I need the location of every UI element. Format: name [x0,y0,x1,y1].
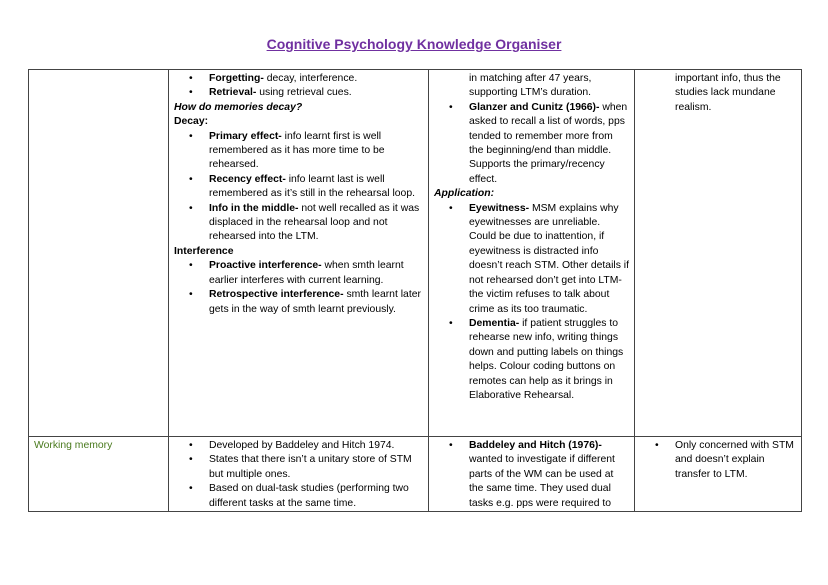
page-title: Cognitive Psychology Knowledge Organiser [266,36,562,52]
list-item: • Based on dual-task studies (performing two different tasks at the same time. [209,482,423,511]
decay-heading: Decay: [174,116,209,128]
continued-text: in matching after 47 years, supporting LTM’s duration. [469,73,592,99]
knowledge-organiser-table [28,69,802,512]
topic-label: Working memory [34,440,113,451]
list-item: • Dementia- if patient struggles to rehearse new info, writing things down and putting labels on things helps. Colour coding buttons on remotes can help as it brings in Elaborative Rehearsal. [469,317,629,403]
list-item: • Forgetting- decay, interference. [209,72,423,86]
evaluation-cell [429,437,635,512]
topic-cell [29,70,169,437]
list-item: • Proactive interference- when smth learnt earlier interferes with current learning. [209,259,423,288]
bullet-list [174,130,423,245]
list-item: • Only concerned with STM and doesn’t explain transfer to LTM. [675,439,796,482]
bullet-list [434,202,629,404]
list-item: • Retrospective interference- smth learnt later gets in the way of smth learnt previously. [209,288,423,317]
list-item: • Primary effect- info learnt first is well remembered as it has more time to be rehearsed. [209,130,423,173]
bullet-list [174,72,423,101]
list-item: • Glanzer and Cunitz (1966)- when asked to recall a list of words, pps tended to remember more from the beginning/end than middle. Supports the primary/recency effect. [469,101,629,187]
bullet-list [640,439,796,482]
question-heading: How do memories decay? [174,101,303,113]
list-item: • States that there isn’t a unitary store of STM but multiple ones. [209,453,423,482]
list-item: • Info in the middle- not well recalled as it was displaced in the rehearsal loop and not rehearsed into the LTM. [209,202,423,245]
table-row [29,70,802,437]
description-cell [169,437,429,512]
criticism-cell [635,70,802,437]
criticism-cell [635,437,802,512]
list-item: • Recency effect- info learnt last is well remembered as it’s still in the rehearsal loop. [209,173,423,202]
list-item: • Developed by Baddeley and Hitch 1974. [209,439,423,453]
table-row [29,437,802,512]
evaluation-cell [429,70,635,437]
continued-text: important info, thus the studies lack mundane realism. [675,73,781,113]
bullet-list [434,439,629,511]
topic-cell [29,437,169,512]
list-item: • Eyewitness- MSM explains why eyewitnesses are unreliable. Could be due to inattention, if eyewitness is distracted info doesn’t reach STM. Other details if not rehearsed don’t get into LTM-the victim refuses to talk about crime as its too traumatic. [469,202,629,317]
application-heading: Application: [434,188,495,200]
bullet-list [434,101,629,187]
bullet-list [174,259,423,317]
list-item: • Baddeley and Hitch (1976)- wanted to investigate if different parts of the WM can be used at the same time. They used dual tasks e.g. pps were required to [469,439,629,511]
description-cell [169,70,429,437]
list-item: • Retrieval- using retrieval cues. [209,86,423,100]
bullet-list [174,439,423,511]
interference-heading: Interference [174,245,234,257]
